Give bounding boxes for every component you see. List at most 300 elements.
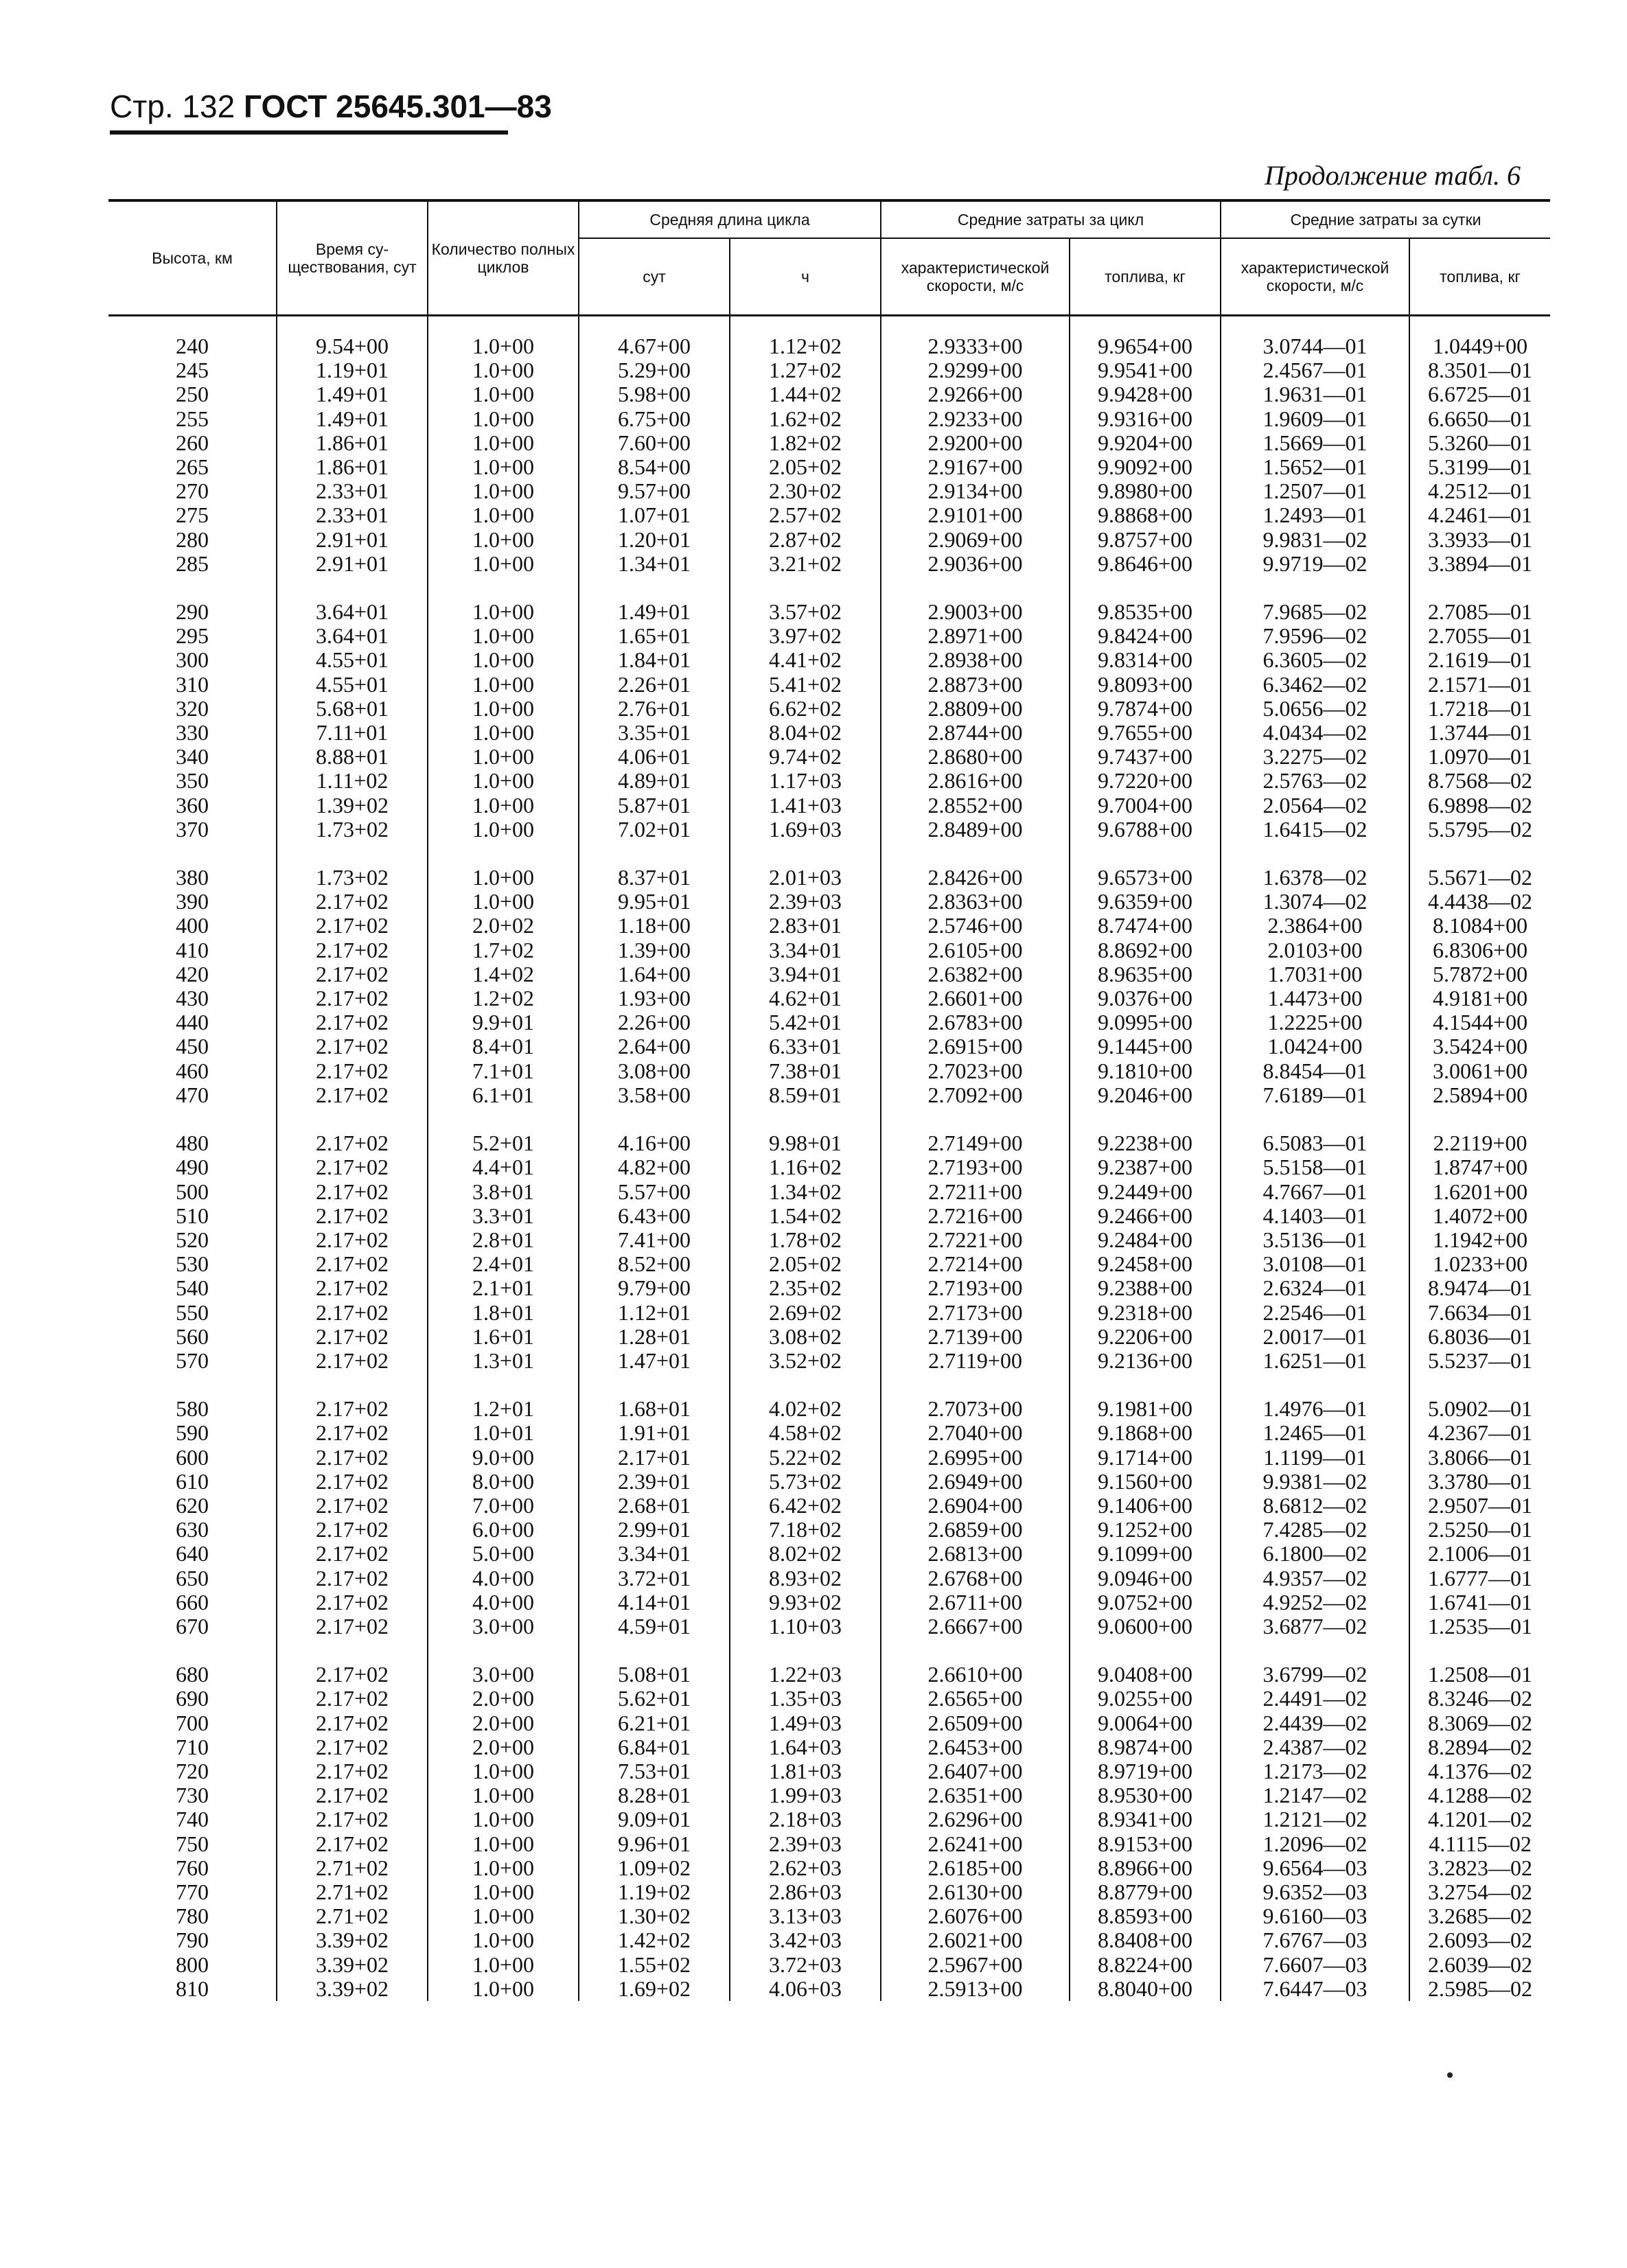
cell-altitude: 660 xyxy=(176,1589,209,1615)
cell-char-velocity-cycle: 2.7092+00 xyxy=(881,1083,1070,1107)
cell-char-velocity-cycle: 2.6813+00 xyxy=(881,1542,1070,1566)
cell-cycles: 1.0+00 xyxy=(428,552,579,576)
cell-char-velocity-day: 7.6767—03 xyxy=(1221,1928,1409,1952)
cell-fuel-cycle: 8.9153+00 xyxy=(1070,1832,1221,1856)
cell-char-velocity-cycle: 2.7040+00 xyxy=(881,1421,1070,1445)
cell-char-velocity-cycle: 2.9233+00 xyxy=(881,407,1070,431)
spacer-cell xyxy=(1221,316,1409,335)
cell-fuel-cycle: 8.9341+00 xyxy=(1070,1807,1221,1831)
cell-altitude: 790 xyxy=(176,1928,209,1953)
cell-hours: 3.34+01 xyxy=(730,938,881,962)
cell-hours: 1.34+02 xyxy=(730,1180,881,1204)
cell-char-velocity-cycle: 2.7173+00 xyxy=(881,1301,1070,1325)
cell-days: 5.57+00 xyxy=(579,1180,730,1204)
cell-lifetime: 1.49+01 xyxy=(277,407,428,431)
cell-hours: 4.02+02 xyxy=(730,1397,881,1421)
spacer-cell xyxy=(730,1107,881,1131)
cell-fuel-cycle: 9.8535+00 xyxy=(1070,600,1221,624)
cell-days: 4.16+00 xyxy=(579,1131,730,1155)
cell-days: 1.09+02 xyxy=(579,1856,730,1880)
cell-cycles: 1.0+00 xyxy=(428,455,579,479)
table-row xyxy=(108,1059,1550,1083)
cell-fuel-cycle: 9.1445+00 xyxy=(1070,1034,1221,1058)
cell-cycles: 7.1+01 xyxy=(428,1059,579,1083)
cell-char-velocity-cycle: 2.6241+00 xyxy=(881,1832,1070,1856)
cell-days: 3.35+01 xyxy=(579,721,730,745)
cell-lifetime: 2.17+02 xyxy=(277,1155,428,1179)
cell-altitude: 480 xyxy=(176,1131,209,1156)
cell-cycles: 1.0+00 xyxy=(428,697,579,721)
table-row xyxy=(108,1928,1550,1952)
cell-fuel-day: 8.7568—02 xyxy=(1409,769,1550,793)
cell-char-velocity-cycle: 2.5746+00 xyxy=(881,914,1070,938)
cell-altitude: 450 xyxy=(176,1034,209,1059)
cell-altitude: 800 xyxy=(176,1952,209,1977)
cell-fuel-cycle: 8.8966+00 xyxy=(1070,1856,1221,1880)
cell-lifetime: 2.71+02 xyxy=(277,1904,428,1928)
cell-lifetime: 2.17+02 xyxy=(277,1421,428,1445)
cell-altitude: 710 xyxy=(176,1734,209,1759)
header-lifetime: Время существования, сут xyxy=(277,200,428,316)
cell-fuel-day: 5.0902—01 xyxy=(1409,1397,1550,1421)
table-row xyxy=(108,552,1550,576)
cell-char-velocity-day: 7.9596—02 xyxy=(1221,624,1409,648)
cell-char-velocity-cycle: 2.7149+00 xyxy=(881,1131,1070,1155)
cell-fuel-day: 8.9474—01 xyxy=(1409,1276,1550,1300)
cell-char-velocity-day: 2.0564—02 xyxy=(1221,794,1409,818)
cell-lifetime: 3.39+02 xyxy=(277,1953,428,1977)
cell-char-velocity-cycle: 2.9069+00 xyxy=(881,528,1070,552)
group-spacer xyxy=(108,316,1550,335)
table-row xyxy=(108,455,1550,479)
cell-hours: 6.42+02 xyxy=(730,1494,881,1518)
cell-char-velocity-cycle: 2.6351+00 xyxy=(881,1783,1070,1807)
cell-cycles: 1.0+00 xyxy=(428,1953,579,1977)
cell-fuel-day: 3.3780—01 xyxy=(1409,1470,1550,1494)
cell-hours: 6.33+01 xyxy=(730,1034,881,1058)
cell-lifetime: 1.73+02 xyxy=(277,866,428,890)
cell-hours: 9.93+02 xyxy=(730,1590,881,1615)
cell-altitude: 330 xyxy=(176,720,209,745)
cell-days: 1.64+00 xyxy=(579,962,730,986)
header-hours: ч xyxy=(730,238,881,316)
cell-days: 2.68+01 xyxy=(579,1494,730,1518)
cell-char-velocity-cycle: 2.6667+00 xyxy=(881,1615,1070,1639)
cell-cycles: 1.0+00 xyxy=(428,358,579,382)
cell-hours: 2.39+03 xyxy=(730,1832,881,1856)
cell-char-velocity-day: 1.3074—02 xyxy=(1221,890,1409,914)
cell-fuel-day: 6.8036—01 xyxy=(1409,1325,1550,1349)
cell-char-velocity-cycle: 2.6601+00 xyxy=(881,986,1070,1010)
cell-fuel-day: 1.3744—01 xyxy=(1409,721,1550,745)
cell-char-velocity-day: 7.6189—01 xyxy=(1221,1083,1409,1107)
cell-lifetime: 7.11+01 xyxy=(277,721,428,745)
cell-hours: 1.27+02 xyxy=(730,358,881,382)
cell-cycles: 1.0+01 xyxy=(428,1421,579,1445)
cell-fuel-cycle: 8.7474+00 xyxy=(1070,914,1221,938)
table-row xyxy=(108,1542,1550,1566)
cell-lifetime: 2.71+02 xyxy=(277,1880,428,1904)
table-row xyxy=(108,818,1550,842)
cell-fuel-cycle: 9.7004+00 xyxy=(1070,794,1221,818)
table-row xyxy=(108,1397,1550,1421)
cell-hours: 1.41+03 xyxy=(730,794,881,818)
cell-fuel-cycle: 9.0408+00 xyxy=(1070,1663,1221,1687)
spacer-cell xyxy=(1070,576,1221,600)
cell-cycles: 4.4+01 xyxy=(428,1155,579,1179)
cell-days: 6.43+00 xyxy=(579,1204,730,1228)
cell-lifetime: 2.17+02 xyxy=(277,1180,428,1204)
cell-days: 7.60+00 xyxy=(579,431,730,455)
cell-fuel-cycle: 9.8424+00 xyxy=(1070,624,1221,648)
cell-cycles: 6.0+00 xyxy=(428,1518,579,1542)
spacer-cell xyxy=(881,1373,1070,1397)
cell-cycles: 1.4+02 xyxy=(428,962,579,986)
cell-fuel-day: 5.7872+00 xyxy=(1409,962,1550,986)
spacer-cell xyxy=(579,1373,730,1397)
cell-days: 1.55+02 xyxy=(579,1953,730,1977)
spacer-cell xyxy=(428,1107,579,1131)
cell-lifetime: 2.17+02 xyxy=(277,1663,428,1687)
cell-fuel-cycle: 9.0064+00 xyxy=(1070,1711,1221,1735)
cell-lifetime: 3.39+02 xyxy=(277,1977,428,2001)
cell-char-velocity-cycle: 2.9036+00 xyxy=(881,552,1070,576)
header-char-velocity-cycle: характеристической скорости, м/с xyxy=(881,238,1070,316)
cell-fuel-day: 1.0233+00 xyxy=(1409,1252,1550,1276)
cell-hours: 2.01+03 xyxy=(730,866,881,890)
group-spacer xyxy=(108,1107,1550,1131)
cell-lifetime: 4.55+01 xyxy=(277,673,428,697)
cell-fuel-day: 2.5985—02 xyxy=(1409,1977,1550,2001)
spacer-cell xyxy=(277,1373,428,1397)
cell-altitude: 460 xyxy=(176,1058,209,1083)
cell-char-velocity-day: 7.9685—02 xyxy=(1221,600,1409,624)
cell-char-velocity-day: 4.1403—01 xyxy=(1221,1204,1409,1228)
cell-char-velocity-cycle: 2.6105+00 xyxy=(881,938,1070,962)
cell-fuel-cycle: 8.8779+00 xyxy=(1070,1880,1221,1904)
cell-days: 1.12+01 xyxy=(579,1301,730,1325)
cell-days: 4.14+01 xyxy=(579,1590,730,1615)
cell-lifetime: 1.49+01 xyxy=(277,382,428,406)
cell-char-velocity-cycle: 2.6021+00 xyxy=(881,1928,1070,1952)
cell-fuel-cycle: 9.0376+00 xyxy=(1070,986,1221,1010)
cell-altitude: 310 xyxy=(176,671,209,697)
cell-altitude: 420 xyxy=(176,961,209,986)
cell-fuel-cycle: 9.1868+00 xyxy=(1070,1421,1221,1445)
cell-fuel-day: 2.6093—02 xyxy=(1409,1928,1550,1952)
spacer-cell xyxy=(108,1639,277,1663)
cell-altitude: 580 xyxy=(176,1396,209,1422)
cell-lifetime: 2.17+02 xyxy=(277,1711,428,1735)
cell-lifetime: 2.17+02 xyxy=(277,1783,428,1807)
header-avg-cost-cycle: Средние затраты за цикл xyxy=(881,200,1221,238)
cell-fuel-day: 8.3069—02 xyxy=(1409,1711,1550,1735)
spacer-cell xyxy=(277,842,428,866)
cell-fuel-cycle: 9.9428+00 xyxy=(1070,382,1221,406)
cell-lifetime: 9.54+00 xyxy=(277,334,428,358)
table-row xyxy=(108,1759,1550,1783)
cell-cycles: 1.0+00 xyxy=(428,382,579,406)
cell-days: 1.69+02 xyxy=(579,1977,730,2001)
table-row xyxy=(108,866,1550,890)
table-row xyxy=(108,1083,1550,1107)
cell-altitude: 320 xyxy=(176,695,209,721)
table-row xyxy=(108,358,1550,382)
cell-fuel-day: 5.3199—01 xyxy=(1409,455,1550,479)
cell-cycles: 4.0+00 xyxy=(428,1590,579,1615)
cell-fuel-day: 1.2535—01 xyxy=(1409,1615,1550,1639)
cell-char-velocity-cycle: 2.6610+00 xyxy=(881,1663,1070,1687)
table-row xyxy=(108,1228,1550,1252)
cell-lifetime: 1.19+01 xyxy=(277,358,428,382)
cell-altitude: 740 xyxy=(176,1807,209,1832)
table-header xyxy=(108,200,1550,316)
spacer-cell xyxy=(108,1373,277,1397)
cell-char-velocity-cycle: 2.6949+00 xyxy=(881,1470,1070,1494)
cell-cycles: 1.0+00 xyxy=(428,745,579,769)
cell-char-velocity-cycle: 2.9003+00 xyxy=(881,600,1070,624)
spacer-cell xyxy=(881,1639,1070,1663)
cell-fuel-day: 1.7218—01 xyxy=(1409,697,1550,721)
cell-days: 3.58+00 xyxy=(579,1083,730,1107)
cell-hours: 3.08+02 xyxy=(730,1325,881,1349)
cell-char-velocity-day: 1.2493—01 xyxy=(1221,503,1409,527)
cell-altitude: 500 xyxy=(176,1179,209,1204)
cell-altitude: 600 xyxy=(176,1444,209,1470)
cell-cycles: 2.0+00 xyxy=(428,1687,579,1711)
cell-char-velocity-day: 4.0434—02 xyxy=(1221,721,1409,745)
spacer-cell xyxy=(1409,1107,1550,1131)
spacer-cell xyxy=(579,1639,730,1663)
spacer-cell xyxy=(579,316,730,335)
cell-cycles: 1.0+00 xyxy=(428,866,579,890)
cell-cycles: 1.0+00 xyxy=(428,721,579,745)
cell-hours: 4.06+03 xyxy=(730,1977,881,2001)
cell-fuel-cycle: 8.9530+00 xyxy=(1070,1783,1221,1807)
cell-char-velocity-day: 4.7667—01 xyxy=(1221,1180,1409,1204)
cell-char-velocity-day: 4.9252—02 xyxy=(1221,1590,1409,1615)
cell-char-velocity-cycle: 2.7023+00 xyxy=(881,1059,1070,1083)
cell-cycles: 1.0+00 xyxy=(428,1856,579,1880)
cell-cycles: 1.0+00 xyxy=(428,1783,579,1807)
cell-altitude: 630 xyxy=(176,1517,209,1542)
cell-altitude: 370 xyxy=(176,816,209,842)
cell-fuel-day: 2.1619—01 xyxy=(1409,648,1550,672)
table-row xyxy=(108,1566,1550,1590)
cell-cycles: 1.0+00 xyxy=(428,503,579,527)
cell-fuel-cycle: 9.2387+00 xyxy=(1070,1155,1221,1179)
cell-lifetime: 1.86+01 xyxy=(277,431,428,455)
cell-hours: 5.41+02 xyxy=(730,673,881,697)
cell-altitude: 270 xyxy=(176,478,209,504)
cell-char-velocity-cycle: 2.8489+00 xyxy=(881,818,1070,842)
cell-fuel-cycle: 9.1714+00 xyxy=(1070,1446,1221,1470)
spacer-cell xyxy=(730,316,881,335)
cell-fuel-cycle: 9.8646+00 xyxy=(1070,552,1221,576)
cell-fuel-day: 8.3501—01 xyxy=(1409,358,1550,382)
cell-days: 2.64+00 xyxy=(579,1034,730,1058)
cell-char-velocity-day: 1.6251—01 xyxy=(1221,1349,1409,1373)
table-row xyxy=(108,1807,1550,1831)
cell-char-velocity-day: 1.6378—02 xyxy=(1221,866,1409,890)
cell-cycles: 5.2+01 xyxy=(428,1131,579,1155)
cell-cycles: 3.0+00 xyxy=(428,1615,579,1639)
cell-char-velocity-day: 9.9831—02 xyxy=(1221,528,1409,552)
cell-hours: 2.62+03 xyxy=(730,1856,881,1880)
cell-char-velocity-cycle: 2.5913+00 xyxy=(881,1977,1070,2001)
cell-lifetime: 2.17+02 xyxy=(277,1590,428,1615)
table-row xyxy=(108,938,1550,962)
table-row xyxy=(108,1856,1550,1880)
cell-char-velocity-day: 1.4473+00 xyxy=(1221,986,1409,1010)
cell-char-velocity-day: 4.9357—02 xyxy=(1221,1566,1409,1590)
cell-altitude: 290 xyxy=(176,599,209,625)
spacer-cell xyxy=(1070,1373,1221,1397)
cell-fuel-day: 6.8306+00 xyxy=(1409,938,1550,962)
cell-lifetime: 2.17+02 xyxy=(277,1276,428,1300)
header-fuel-day: топлива, кг xyxy=(1409,238,1550,316)
cell-fuel-day: 1.4072+00 xyxy=(1409,1204,1550,1228)
cell-char-velocity-day: 1.2173—02 xyxy=(1221,1759,1409,1783)
cell-fuel-day: 7.6634—01 xyxy=(1409,1301,1550,1325)
cell-hours: 4.41+02 xyxy=(730,648,881,672)
cell-char-velocity-cycle: 2.7073+00 xyxy=(881,1397,1070,1421)
cell-hours: 1.44+02 xyxy=(730,382,881,406)
cell-hours: 1.49+03 xyxy=(730,1711,881,1735)
cell-char-velocity-cycle: 2.7193+00 xyxy=(881,1155,1070,1179)
cell-cycles: 1.0+00 xyxy=(428,431,579,455)
cell-fuel-day: 4.1544+00 xyxy=(1409,1010,1550,1034)
group-spacer xyxy=(108,842,1550,866)
spacer-cell xyxy=(1221,1639,1409,1663)
cell-days: 1.91+01 xyxy=(579,1421,730,1445)
cell-fuel-day: 2.7085—01 xyxy=(1409,600,1550,624)
cell-fuel-day: 5.3260—01 xyxy=(1409,431,1550,455)
cell-fuel-day: 3.8066—01 xyxy=(1409,1446,1550,1470)
cell-char-velocity-day: 1.2225+00 xyxy=(1221,1010,1409,1034)
cell-char-velocity-day: 1.5669—01 xyxy=(1221,431,1409,455)
cell-altitude: 260 xyxy=(176,430,209,455)
cell-days: 1.28+01 xyxy=(579,1325,730,1349)
header-avg-cost-day: Средние затраты за сутки xyxy=(1221,200,1550,238)
table-row xyxy=(108,1711,1550,1735)
cell-fuel-cycle: 9.8757+00 xyxy=(1070,528,1221,552)
cell-cycles: 1.0+00 xyxy=(428,794,579,818)
spacer-cell xyxy=(1409,316,1550,335)
cell-char-velocity-cycle: 2.7216+00 xyxy=(881,1204,1070,1228)
cell-cycles: 1.0+00 xyxy=(428,1759,579,1783)
table-row xyxy=(108,1010,1550,1034)
header-rule xyxy=(110,130,508,135)
cell-fuel-cycle: 8.8408+00 xyxy=(1070,1928,1221,1952)
cell-altitude: 295 xyxy=(176,623,209,649)
table-row xyxy=(108,382,1550,406)
cell-fuel-cycle: 9.0600+00 xyxy=(1070,1615,1221,1639)
cell-hours: 8.59+01 xyxy=(730,1083,881,1107)
cell-fuel-day: 4.9181+00 xyxy=(1409,986,1550,1010)
cell-fuel-day: 2.6039—02 xyxy=(1409,1953,1550,1977)
cell-char-velocity-day: 6.3462—02 xyxy=(1221,673,1409,697)
cell-char-velocity-cycle: 2.8938+00 xyxy=(881,648,1070,672)
cell-days: 1.68+01 xyxy=(579,1397,730,1421)
cell-char-velocity-day: 1.2147—02 xyxy=(1221,1783,1409,1807)
cell-cycles: 1.6+01 xyxy=(428,1325,579,1349)
cell-cycles: 9.9+01 xyxy=(428,1010,579,1034)
cell-days: 4.89+01 xyxy=(579,769,730,793)
cell-lifetime: 2.17+02 xyxy=(277,1759,428,1783)
spacer-cell xyxy=(730,576,881,600)
cell-hours: 1.78+02 xyxy=(730,1228,881,1252)
cell-fuel-cycle: 9.7655+00 xyxy=(1070,721,1221,745)
cell-fuel-day: 4.1201—02 xyxy=(1409,1807,1550,1831)
cell-altitude: 285 xyxy=(176,551,209,576)
cell-altitude: 245 xyxy=(176,358,209,383)
header-cycles: Количество полных циклов xyxy=(428,200,579,316)
cell-cycles: 3.8+01 xyxy=(428,1180,579,1204)
cell-lifetime: 2.17+02 xyxy=(277,1083,428,1107)
spacer-cell xyxy=(108,1107,277,1131)
cell-days: 7.41+00 xyxy=(579,1228,730,1252)
cell-altitude: 720 xyxy=(176,1758,209,1783)
spacer-cell xyxy=(108,316,277,335)
cell-hours: 1.99+03 xyxy=(730,1783,881,1807)
spacer-cell xyxy=(579,842,730,866)
cell-fuel-day: 1.0449+00 xyxy=(1409,334,1550,358)
cell-altitude: 520 xyxy=(176,1227,209,1252)
table-row xyxy=(108,648,1550,672)
table-row xyxy=(108,1325,1550,1349)
spacer-cell xyxy=(1409,576,1550,600)
cell-days: 5.29+00 xyxy=(579,358,730,382)
cell-fuel-cycle: 9.9541+00 xyxy=(1070,358,1221,382)
cell-fuel-cycle: 8.8593+00 xyxy=(1070,1904,1221,1928)
cell-lifetime: 2.17+02 xyxy=(277,986,428,1010)
cell-hours: 3.97+02 xyxy=(730,624,881,648)
cell-hours: 2.18+03 xyxy=(730,1807,881,1831)
cell-fuel-cycle: 9.2458+00 xyxy=(1070,1252,1221,1276)
cell-cycles: 1.0+00 xyxy=(428,1880,579,1904)
cell-hours: 2.83+01 xyxy=(730,914,881,938)
cell-altitude: 530 xyxy=(176,1251,209,1277)
cell-char-velocity-cycle: 2.6915+00 xyxy=(881,1034,1070,1058)
cell-fuel-day: 2.2119+00 xyxy=(1409,1131,1550,1155)
cell-fuel-cycle: 9.2318+00 xyxy=(1070,1301,1221,1325)
cell-lifetime: 3.64+01 xyxy=(277,624,428,648)
cell-lifetime: 4.55+01 xyxy=(277,648,428,672)
cell-cycles: 1.0+00 xyxy=(428,1904,579,1928)
cell-char-velocity-day: 9.9381—02 xyxy=(1221,1470,1409,1494)
table-row xyxy=(108,1590,1550,1615)
cell-cycles: 1.0+00 xyxy=(428,1832,579,1856)
cell-fuel-day: 1.1942+00 xyxy=(1409,1228,1550,1252)
cell-days: 8.54+00 xyxy=(579,455,730,479)
cell-char-velocity-day: 1.6415—02 xyxy=(1221,818,1409,842)
cell-days: 6.21+01 xyxy=(579,1711,730,1735)
cell-lifetime: 2.17+02 xyxy=(277,1397,428,1421)
cell-char-velocity-cycle: 2.7211+00 xyxy=(881,1180,1070,1204)
cell-days: 2.39+01 xyxy=(579,1470,730,1494)
cell-fuel-cycle: 9.9316+00 xyxy=(1070,407,1221,431)
cell-lifetime: 5.68+01 xyxy=(277,697,428,721)
stray-ink-dot xyxy=(1447,2072,1453,2078)
cell-lifetime: 2.17+02 xyxy=(277,1349,428,1373)
cell-char-velocity-day: 1.0424+00 xyxy=(1221,1034,1409,1058)
cell-hours: 8.02+02 xyxy=(730,1542,881,1566)
cell-fuel-cycle: 9.1252+00 xyxy=(1070,1518,1221,1542)
spacer-cell xyxy=(1070,316,1221,335)
cell-char-velocity-cycle: 2.8971+00 xyxy=(881,624,1070,648)
cell-days: 1.30+02 xyxy=(579,1904,730,1928)
